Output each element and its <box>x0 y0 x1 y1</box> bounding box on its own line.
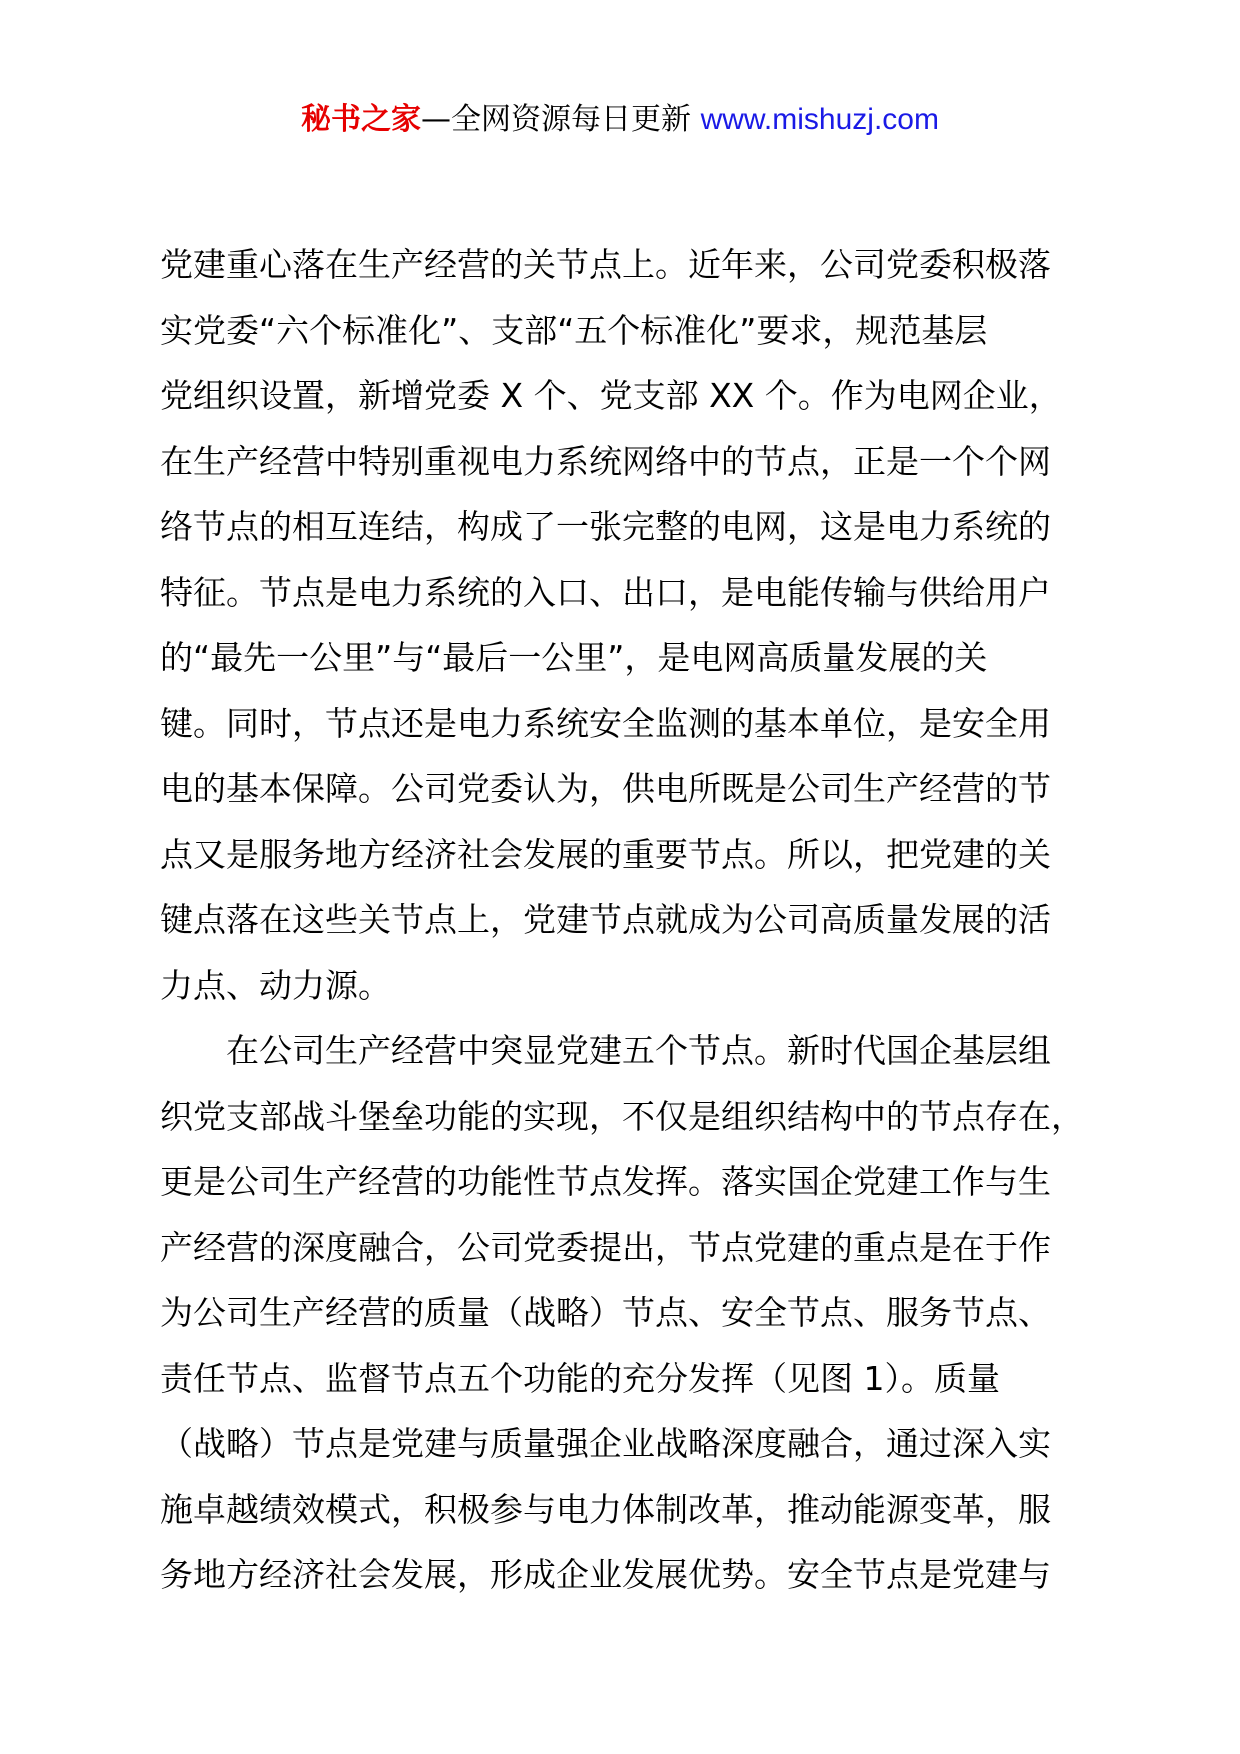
text-line: 织党支部战斗堡垒功能的实现，不仅是组织结构中的节点存在， <box>160 1096 1084 1136</box>
text-line: 电的基本保障。公司党委认为，供电所既是公司生产经营的节 <box>160 769 1051 808</box>
text-line: 为公司生产经营的质量（战略）节点、安全节点、服务节点、 <box>160 1293 1051 1332</box>
text-line: 党建重心落在生产经营的关节点上。近年来，公司党委积极落 <box>160 245 1051 284</box>
text-line: 力点、动力源。 <box>160 965 391 1005</box>
text-line: 产经营的深度融合，公司党委提出，节点党建的重点是在于作 <box>160 1227 1051 1267</box>
brand-name: 秘书之家 <box>301 102 422 137</box>
text-line: 特征。节点是电力系统的入口、出口，是电能传输与供给用户 <box>160 572 1051 612</box>
text-line: 键。同时，节点还是电力系统安全监测的基本单位，是安全用 <box>160 703 1051 743</box>
header-tagline: —全网资源每日更新 <box>421 102 701 137</box>
document-body <box>160 232 1090 1608</box>
text-line: （战略）节点是党建与质量强企业战略深度融合，通过深入实 <box>160 1424 1051 1463</box>
paragraph-first-line: 在公司生产经营中突显党建五个节点。新时代国企基层组 <box>226 1031 1051 1070</box>
text-line: 更是公司生产经营的功能性节点发挥。落实国企党建工作与生 <box>160 1162 1051 1201</box>
text-line: 点又是服务地方经济社会发展的重要节点。所以，把党建的关 <box>160 834 1051 874</box>
text-line: 在生产经营中特别重视电力系统网络中的节点，正是一个个网 <box>160 441 1051 481</box>
header-banner <box>0 100 1240 140</box>
text-line: 络节点的相互连结，构成了一张完整的电网，这是电力系统的 <box>160 507 1051 546</box>
text-line: 施卓越绩效模式，积极参与电力体制改革，推动能源变革，服 <box>160 1489 1051 1529</box>
text-line: 键点落在这些关节点上，党建节点就成为公司高质量发展的活 <box>160 900 1051 939</box>
text-line: 务地方经济社会发展，形成企业发展优势。安全节点是党建与 <box>160 1555 1051 1594</box>
text-line: 党组织设置，新增党委 X 个、党支部 XX 个。作为电网企业， <box>160 376 1062 415</box>
site-url-link[interactable]: www.mishuzj.com <box>700 103 939 136</box>
text-line: 责任节点、监督节点五个功能的充分发挥（见图 1）。质量 <box>160 1358 1000 1398</box>
text-line: 实党委“六个标准化”、支部“五个标准化”要求，规范基层 <box>160 310 988 350</box>
text-line: 的“最先一公里”与“最后一公里”，是电网高质量发展的关 <box>160 638 988 677</box>
